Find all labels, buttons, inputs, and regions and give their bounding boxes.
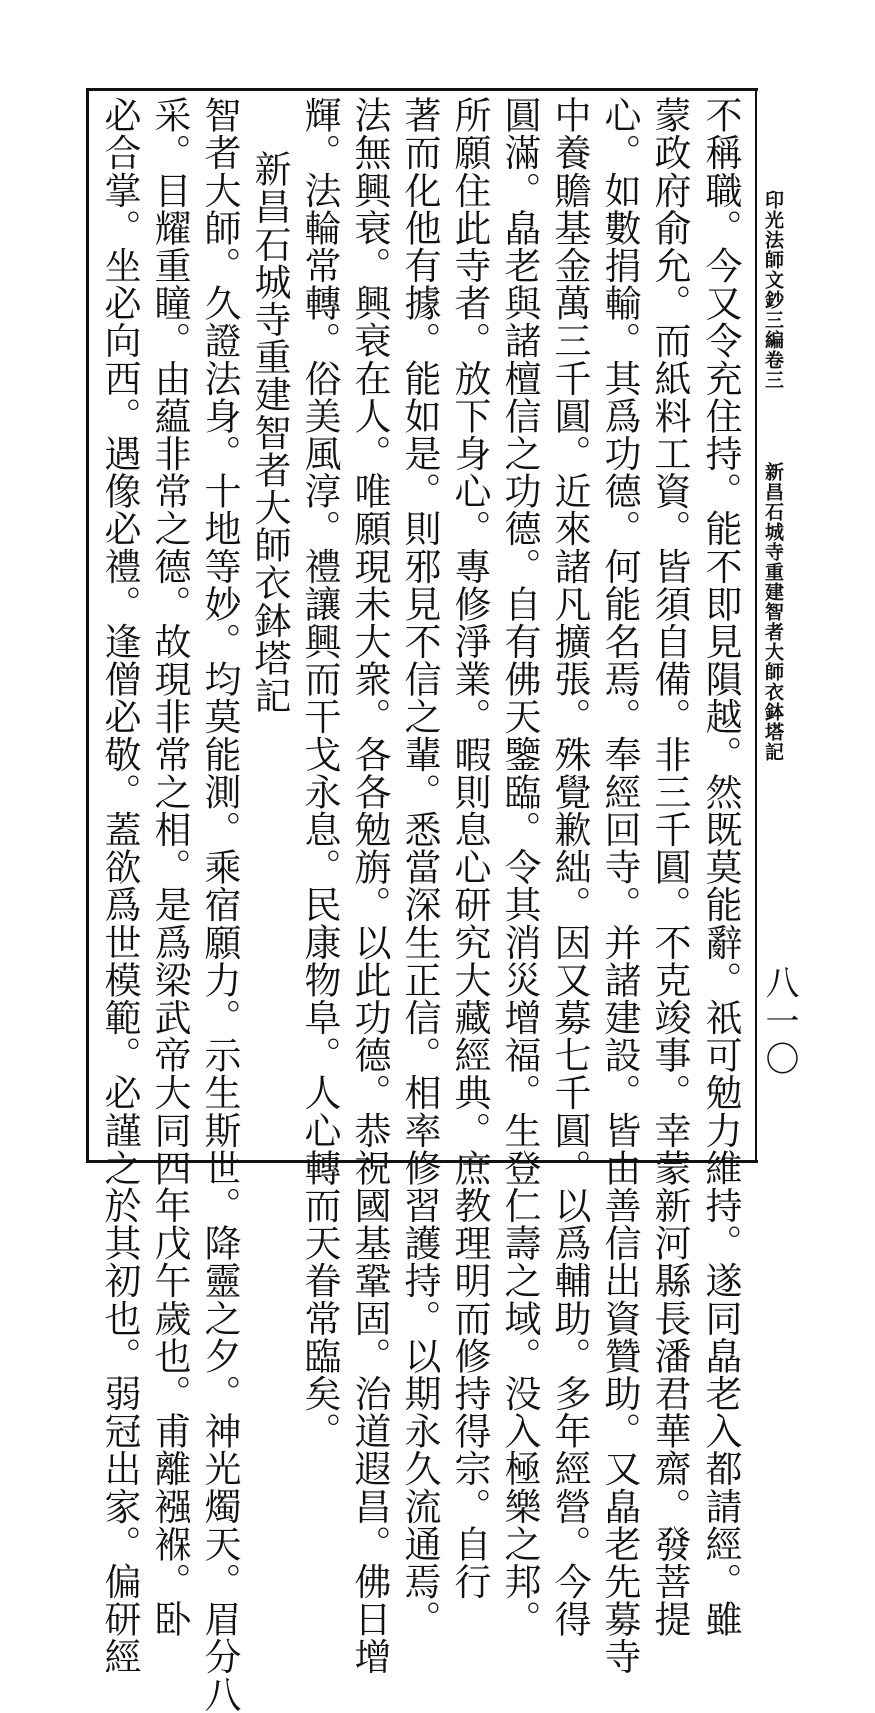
text-column-5: 圓滿。皛老與諸檀信之功德。自有佛天鑒臨。令其消災增福。生登仁壽之域。没入極樂之邦。 bbox=[498, 96, 541, 1638]
book-title: 印光法師文鈔三編卷三 bbox=[762, 190, 784, 390]
frame-left-rule bbox=[86, 88, 89, 1163]
text-column-8: 法無興衰。興衰在人。唯願現未大衆。各各勉旃。以此功德。恭祝國基鞏固。治道遐昌。佛日增 bbox=[348, 96, 391, 1676]
section-title-margin: 新昌石城寺重建智者大師衣鉢塔記 bbox=[762, 462, 784, 762]
text-column-13: 必合掌。坐必向西。遇像必禮。逢僧必敬。蓋欲爲世模範。必謹之於其初也。弱冠出家。偏研經 bbox=[98, 96, 141, 1676]
text-column-4: 中養贍基金萬三千圓。近來諸凡擴張。殊覺歉絀。因又募七千圓。以爲輔助。多年經營。今得 bbox=[548, 96, 591, 1638]
text-column-7: 著而化他有據。能如是。則邪見不信之輩。悉當深生正信。相率修習護持。以期永久流通焉。 bbox=[398, 96, 441, 1638]
text-column-12: 采。目耀重瞳。由藴非常之德。故現非常之相。是爲梁武帝大同四年戊午歲也。甫離襁褓。卧 bbox=[148, 96, 191, 1638]
frame-top-rule bbox=[88, 88, 758, 91]
frame-right-rule bbox=[755, 88, 757, 1163]
page-number: 八一〇 bbox=[759, 965, 799, 1079]
text-column-6: 所願住此寺者。放下身心。專修淨業。暇則息心研究大藏經典。庶教理明而修持得宗。自行 bbox=[448, 96, 491, 1600]
article-title: 新昌石城寺重建智者大師衣鉢塔記 bbox=[248, 150, 291, 714]
text-column-9: 輝。法輪常轉。俗美風淳。禮讓興而干戈永息。民康物阜。人心轉而天眷常臨矣。 bbox=[298, 96, 341, 1450]
text-column-2: 蒙政府俞允。而紙料工資。皆須自備。非三千圓。不克竣事。幸蒙新河縣長潘君華齋。發菩提 bbox=[648, 96, 691, 1638]
text-column-1: 不稱職。今又令充住持。能不即見隕越。然既莫能辭。祇可勉力維持。遂同皛老入都請經。雖 bbox=[699, 96, 742, 1638]
text-column-11: 智者大師。久證法身。十地等妙。均莫能測。乘宿願力。示生斯世。降靈之夕。神光燭天。眉分八 bbox=[198, 96, 241, 1713]
text-column-3: 心。如數捐輸。其爲功德。何能名焉。奉經回寺。并諸建設。皆由善信出資贊助。又皛老先募寺 bbox=[598, 96, 641, 1676]
